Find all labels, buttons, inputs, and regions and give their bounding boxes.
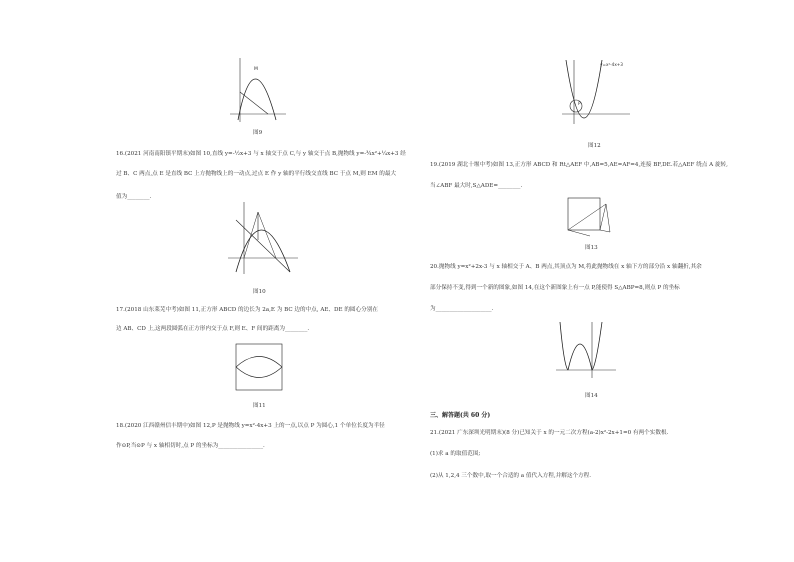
figure-13: [560, 196, 616, 238]
q16-line3: 值为________.: [116, 194, 152, 200]
fig12-equation: y=x²-4x+3: [600, 62, 623, 67]
q21-part2: (2)从 1,2,4 三个数中,取一个合适的 a 值代入方程,并解这个方程.: [430, 473, 592, 479]
q20-line1: 20.抛物线 y=x²+2x-3 与 x 轴相交于 A、B 两点,其顶点为 M,将此抛物线在 x 轴下方的部分沿 x 轴翻折,其余: [430, 264, 702, 270]
section-3-heading: 三、解答题(共 60 分): [430, 412, 491, 419]
q16-line2: 过 B、C 两点,点 E 是直线 BC 上方抛物线上的一动点,过点 E 作 y 轴的平行线交直线 BC 于点 M,则 EM 的最大: [116, 171, 397, 177]
q21-line1: 21.(2021 广东深圳光明期末)(8 分)已知关于 x 的一元二次方程(a-2)x²-2x+1=0 有两个实数根.: [430, 430, 669, 436]
q18-line1: 18.(2020 江西赣州信丰期中)如图 12,P 是抛物线 y=x²-4x+3 上的一点,以点 P 为圆心,1 个单位长度为半径: [116, 423, 385, 429]
q20-line3: 为____________________.: [430, 306, 494, 312]
q19-line1: 19.(2019 湖北十堰中考)如图 13,正方形 ABCD 和 Rt△AEF 中,AB=5,AE=AF=4,连接 BF,DE.若△AEF 绕点 A 旋转,: [430, 162, 728, 168]
q18-line2: 作⊙P,当⊙P 与 x 轴相切时,点 P 的坐标为________________.: [116, 443, 265, 449]
fig12-caption: 图12: [588, 143, 601, 149]
fig9-caption: 图9: [253, 130, 263, 136]
q20-line2: 部分保持不变,得到一个新的图象,如图 14,在这个新图象上有一点 P,能使得 S△ABP=8,则点 P 的坐标: [430, 285, 680, 291]
figure-14: [554, 320, 618, 380]
fig11-caption: 图11: [253, 403, 266, 409]
figure-12: [560, 58, 632, 126]
q21-part1: (1)求 a 的取值范围;: [430, 451, 481, 457]
q17-line1: 17.(2018 山东莱芜中考)如图 11,正方形 ABCD 的边长为 2a,E 为 BC 边的中点, AE、DE 的圆心分别在: [116, 307, 378, 313]
fig13-caption: 图13: [585, 245, 598, 251]
fig12-label-p: P: [578, 101, 581, 106]
q17-line2: 边 AB、CD 上,这两段圆弧在正方形内交于点 F,则 E、F 间的距离为________.: [116, 326, 310, 332]
figure-10: [226, 198, 300, 276]
fig9-label-m: M: [254, 67, 258, 72]
fig14-caption: 图14: [585, 393, 598, 399]
q19-line2: 当∠ABF 最大时,S△ADE=________.: [430, 183, 523, 189]
figure-9: [228, 56, 288, 124]
fig10-caption: 图10: [253, 289, 266, 295]
figure-11: [230, 340, 288, 396]
q16-line1: 16.(2021 河南南阳镇平期末)如图 10,直线 y=-½x+3 与 x 轴交于点 C,与 y 轴交于点 B,抛物线 y=-¾x²+¼x+3 经: [116, 151, 406, 157]
